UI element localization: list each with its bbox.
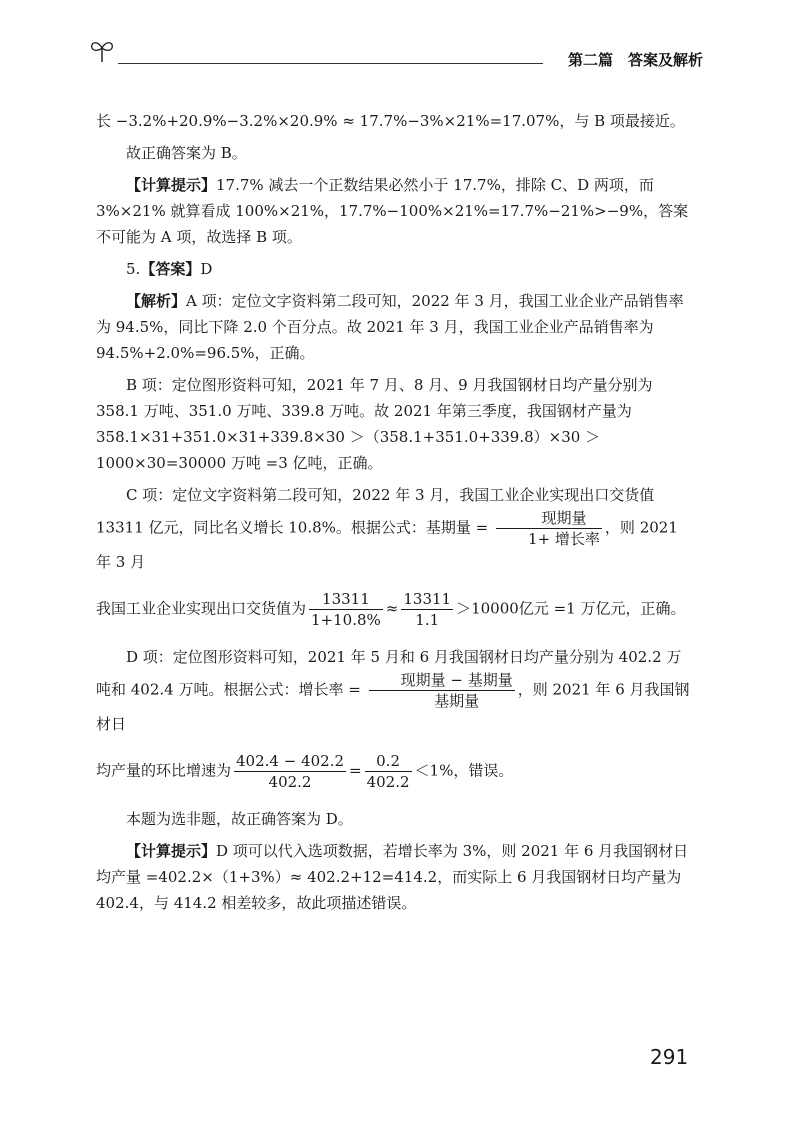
calc-tip-2 <box>96 838 696 916</box>
export-fraction-2 <box>401 589 453 630</box>
paragraph-1: 长 −3.2%+20.9%−3.2%×20.9% ≈ 17.7%−3%×21%=17.07%，与 B 项最接近。 <box>96 112 685 130</box>
option-d-text: D 项：定位图形资料可知，2021 年 5 月和 6 月我国钢材日均产量分别为 402.2 万吨和 402.4 万吨。根据公式：增长率 = <box>96 648 682 699</box>
fraction-numerator: 现期量 <box>496 508 602 529</box>
calc-tip-1 <box>96 172 696 250</box>
calc-tip-tag: 【计算提示】 <box>126 842 217 860</box>
analysis-tag: 【解析】 <box>126 292 187 310</box>
fraction-numerator: 现期量 − 基期量 <box>369 670 515 691</box>
question-5-answer <box>96 256 696 282</box>
option-b-paragraph: B 项：定位图形资料可知，2021 年 7 月、8 月、9 月我国钢材日均产量分别为 358.1 万吨、351.0 万吨、339.8 万吨。故 2021 年第三季度，我国钢材产量为 358.1×31+351.0×31+339.8×30 ＞（358.1+351.0+339.8）×30 ＞ 1000×30=30000 万吨 =3 亿吨，正确。 <box>96 376 653 472</box>
option-c-text: C 项：定位文字资料第二段可知，2022 年 3 月，我国工业企业实现出口交货值 13311 亿元，同比名义增长 10.8%。根据公式：基期量 = <box>96 486 655 537</box>
growth-fraction-2 <box>365 751 412 792</box>
fraction-denominator: 1+10.8% <box>311 611 381 629</box>
export-fraction-1 <box>309 589 383 630</box>
fraction-denominator: 基期量 <box>434 692 480 710</box>
calc-tip-tag: 【计算提示】 <box>126 176 217 194</box>
equals-sign: = <box>349 761 362 780</box>
fraction-numerator: 13311 <box>309 589 383 610</box>
page-header <box>88 36 703 76</box>
conclusion-paragraph: 本题为选非题，故正确答案为 D。 <box>126 810 353 828</box>
calc-tip-text: D 项可以代入选项数据，若增长率为 3%，则 2021 年 6 月我国钢材日均产量 =402.2×（1+3%）≈ 402.2+12=414.2，而实际上 6 月我国钢材日均产量为 402.4，与 414.2 相差较多，故此项描述错误。 <box>96 842 689 912</box>
growth-fraction-1 <box>234 751 346 792</box>
growth-calc-after: ＜1%，错误。 <box>414 761 514 780</box>
fraction-denominator: 402.2 <box>268 773 312 791</box>
export-calc-before: 我国工业企业实现出口交货值为 <box>96 599 307 618</box>
page-number: 291 <box>650 1045 689 1069</box>
fraction-numerator: 0.2 <box>365 751 412 772</box>
growth-calc-line <box>96 751 696 792</box>
fraction-denominator: 402.2 <box>366 773 410 791</box>
growth-formula-fraction <box>369 670 515 711</box>
fraction-denominator: 1.1 <box>415 611 440 629</box>
export-calc-line <box>96 589 696 630</box>
fraction-numerator: 402.4 − 402.2 <box>236 752 345 770</box>
fraction-numerator: 13311 <box>403 590 452 608</box>
header-title: 第二篇 答案及解析 <box>567 51 703 69</box>
analysis-text: A 项：定位文字资料第二段可知，2022 年 3 月，我国工业企业产品销售率为 94.5%，同比下降 2.0 个百分点。故 2021 年 3 月，我国工业企业产品销售率为 94.5%+2.0%=96.5%，正确。 <box>96 292 684 362</box>
page-content <box>96 108 696 922</box>
header-rule <box>118 63 543 64</box>
export-calc-after: ＞10000亿元 =1 万亿元，正确。 <box>456 599 686 618</box>
option-c-paragraph <box>96 482 696 575</box>
analysis-paragraph <box>96 288 696 366</box>
answer-value: D <box>200 260 213 278</box>
approx-sign: ≈ <box>385 599 399 618</box>
option-c-after: ，则 2021 年 3 月 <box>96 518 678 571</box>
option-d-after: ，则 2021 年 6 月我国钢材日 <box>96 680 690 733</box>
base-formula-fraction <box>496 508 602 549</box>
sprout-icon <box>88 36 118 66</box>
fraction-denominator: 1+ 增长率 <box>528 530 600 548</box>
paragraph-2: 故正确答案为 B。 <box>126 144 247 162</box>
calc-tip-text: 17.7% 减去一个正数结果必然小于 17.7%，排除 C、D 两项，而 3%×21% 就算看成 100%×21%，17.7%−100%×21%=17.7%−21%>−9%，答案不可能为 A 项，故选择 B 项。 <box>96 176 689 246</box>
option-d-paragraph <box>96 644 696 737</box>
question-number: 5. <box>126 260 141 278</box>
growth-calc-before: 均产量的环比增速为 <box>96 761 232 780</box>
answer-tag: 【答案】 <box>140 260 201 278</box>
